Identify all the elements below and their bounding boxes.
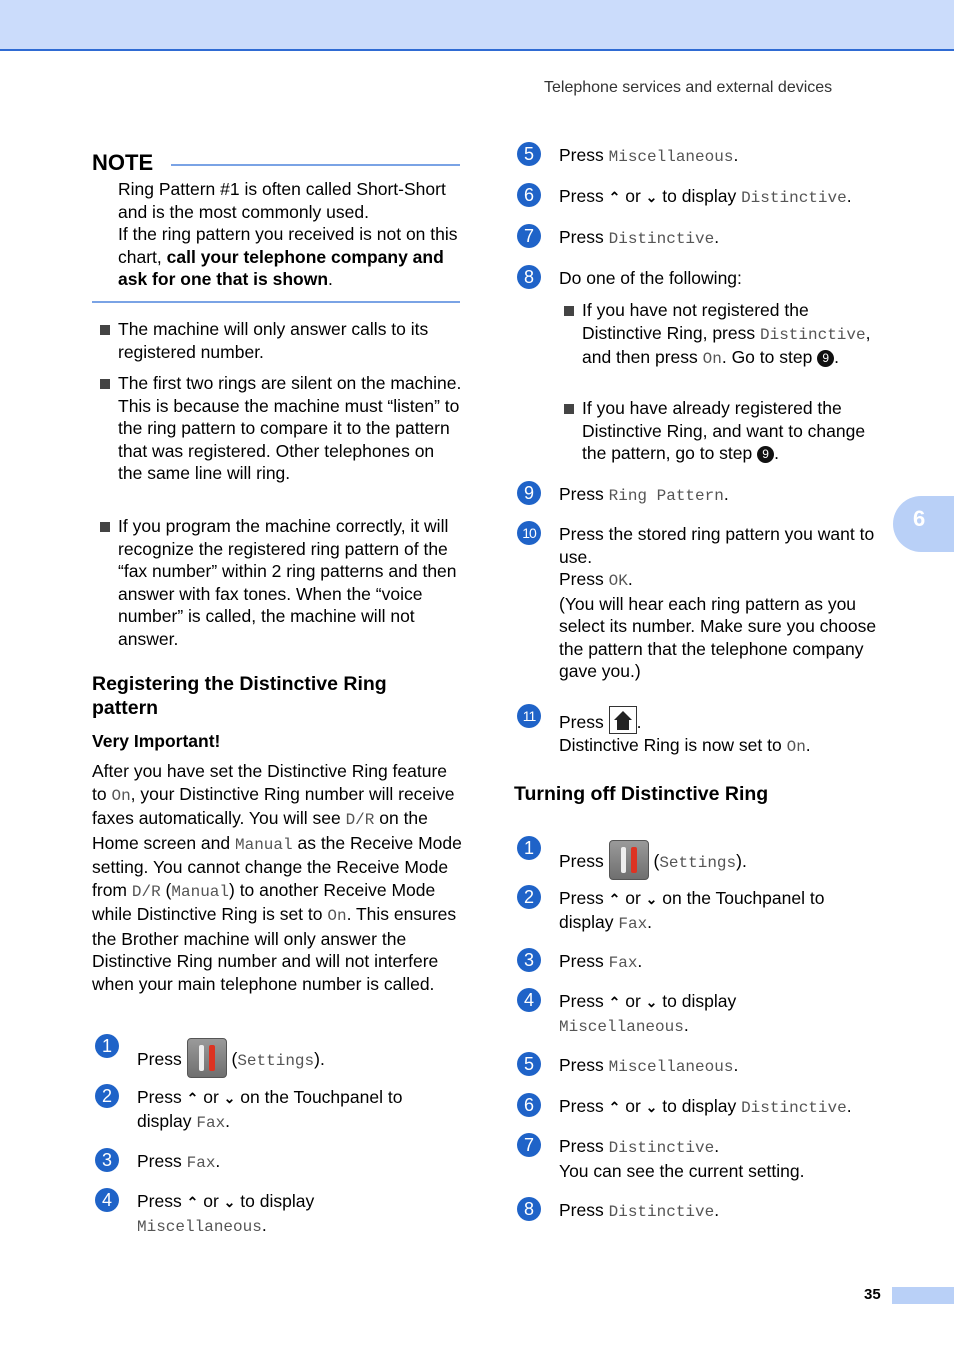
- lcd-text: On: [111, 786, 131, 805]
- text: Press the stored ring pattern you want to use.: [559, 524, 875, 567]
- text: Press: [559, 712, 604, 732]
- lcd-text: Distinctive: [759, 325, 866, 344]
- bullet-square-icon: [100, 522, 110, 532]
- bullet-square-icon: [100, 379, 110, 389]
- step-number: 3: [517, 948, 541, 972]
- text: or: [203, 1191, 219, 1211]
- text: Press: [559, 1096, 604, 1116]
- lcd-text: Distinctive: [608, 230, 715, 248]
- step-number: 2: [95, 1084, 119, 1108]
- turning-off-heading: [514, 782, 894, 806]
- chapter-number: 6: [913, 506, 926, 531]
- text: to display: [662, 991, 737, 1011]
- up-arrow-icon[interactable]: ⌃: [186, 1194, 199, 1210]
- lcd-text: Miscellaneous: [559, 1017, 684, 1036]
- step-number: 7: [517, 224, 541, 248]
- text: Press: [559, 1136, 604, 1156]
- page-number: 35: [864, 1286, 881, 1303]
- text: Press: [559, 227, 604, 247]
- lcd-text: Fax: [196, 1113, 226, 1132]
- settings-icon[interactable]: [187, 1038, 227, 1078]
- lcd-text: Miscellaneous: [608, 148, 734, 166]
- text: Press: [137, 1087, 182, 1107]
- page-band: [892, 1287, 954, 1304]
- lcd-text: D/R: [131, 882, 161, 901]
- text: on the Home screen and: [92, 808, 428, 853]
- registering-paragraph: [92, 760, 464, 995]
- text: Press: [559, 991, 604, 1011]
- lcd-text: OK: [608, 572, 628, 590]
- running-header: Telephone services and external devices: [544, 79, 833, 96]
- text: to display: [240, 1191, 315, 1211]
- text: You can see the current setting.: [559, 1160, 805, 1181]
- lcd-text: Miscellaneous: [137, 1217, 262, 1236]
- note-body: [118, 178, 463, 291]
- up-arrow-icon[interactable]: ⌃: [608, 891, 621, 907]
- down-arrow-icon[interactable]: ⌄: [645, 189, 658, 205]
- lcd-text: On: [327, 907, 347, 925]
- text: ) to another Receive Mode while Distinctive Ring is set to: [92, 879, 436, 924]
- step-number: 11: [517, 704, 541, 728]
- note-rule-bottom: [92, 301, 460, 303]
- up-arrow-icon[interactable]: ⌃: [186, 1090, 199, 1106]
- step-number: 3: [95, 1148, 119, 1172]
- text: , and then press: [582, 322, 871, 367]
- section-heading: Turning off Distinctive Ring: [514, 783, 769, 805]
- lcd-text: Manual: [171, 882, 229, 901]
- text: Distinctive Ring is now set to: [559, 735, 787, 755]
- text: Press: [559, 1200, 604, 1220]
- note-text: If the ring pattern you received is not on this chart,: [118, 224, 458, 267]
- bullet-square-icon: [564, 306, 574, 316]
- step-number: 6: [517, 183, 541, 207]
- text: display: [137, 1110, 192, 1131]
- text: to display: [662, 186, 737, 206]
- text: Press: [559, 1055, 604, 1075]
- step-text: Do one of the following:: [559, 268, 742, 288]
- lcd-text: Manual: [235, 835, 293, 854]
- lcd-text: D/R: [345, 811, 375, 829]
- text: to display: [662, 1096, 737, 1116]
- bullet-text: If you program the machine correctly, it will recognize the registered ring pattern of the “fax number” within 2 ring patterns and then answer with fax tones. When the “voice number” is called, the machine will not answer.: [118, 516, 457, 649]
- text: on the Touchpanel to: [240, 1087, 403, 1107]
- text: or: [625, 991, 641, 1011]
- lcd-text: Distinctive: [608, 1203, 715, 1221]
- step-9-ref-icon: 9: [757, 446, 774, 463]
- down-arrow-icon[interactable]: ⌄: [645, 891, 658, 907]
- step-number: 7: [517, 1133, 541, 1157]
- subheading: Very Important!: [92, 731, 221, 751]
- text: (: [160, 879, 172, 900]
- lcd-text: Miscellaneous: [608, 1058, 734, 1076]
- home-icon[interactable]: [609, 706, 637, 734]
- registering-heading: [92, 672, 452, 720]
- step-number: 10: [517, 521, 541, 545]
- lcd-text: On: [786, 738, 806, 756]
- step-number: 1: [95, 1034, 119, 1058]
- lcd-text: Distinctive: [741, 1099, 847, 1117]
- step-number: 6: [517, 1093, 541, 1117]
- up-arrow-icon[interactable]: ⌃: [608, 1099, 621, 1115]
- text: Press: [559, 145, 604, 165]
- bullet-text: The machine will only answer calls to its registered number.: [118, 319, 429, 362]
- text: or: [625, 888, 641, 908]
- lcd-text: Ring Pattern: [608, 487, 724, 505]
- note-title: NOTE: [92, 150, 154, 175]
- down-arrow-icon[interactable]: ⌄: [645, 1099, 658, 1115]
- text: or: [625, 1096, 641, 1116]
- very-important: [92, 730, 220, 753]
- text: Press: [559, 888, 604, 908]
- step-number: 8: [517, 265, 541, 289]
- text: Press: [137, 1049, 182, 1069]
- text: as the Receive Mode setting. You cannot change the Receive Mode from: [92, 832, 462, 900]
- lcd-text: Fax: [608, 954, 638, 972]
- step-number: 8: [517, 1197, 541, 1221]
- text: . This ensures the Brother machine will only answer the Distinctive Ring number and will not interfere when your main telephone number is called.: [92, 904, 457, 994]
- text: Press: [559, 851, 604, 871]
- bullet-text: The first two rings are silent on the machine. This is because the machine must “listen” to the ring pattern to compare it to the pattern that was registered. Other telephones on the same line will ring.: [118, 373, 462, 483]
- bullet-square-icon: [564, 404, 574, 414]
- note-rule-top: [171, 164, 460, 166]
- text: Press: [137, 1151, 182, 1171]
- text: Press: [559, 186, 604, 206]
- down-arrow-icon[interactable]: ⌄: [223, 1194, 236, 1210]
- lcd-text: Fax: [186, 1154, 216, 1172]
- text: or: [625, 186, 641, 206]
- text: Press: [137, 1191, 182, 1211]
- text: If you have already registered the Distinctive Ring, and want to change the pattern, go to step: [582, 398, 866, 463]
- step-number: 4: [517, 988, 541, 1012]
- text: If you have not registered the Distinctive Ring, press: [582, 300, 809, 343]
- step-number: 1: [517, 836, 541, 860]
- text: . Go to step: [721, 347, 818, 367]
- text: Press: [559, 569, 604, 589]
- text: display: [559, 911, 614, 932]
- up-arrow-icon[interactable]: ⌃: [608, 189, 621, 205]
- text: on the Touchpanel to: [662, 888, 825, 908]
- text: Press: [559, 484, 604, 504]
- lcd-text: Distinctive: [741, 189, 847, 207]
- settings-icon[interactable]: [609, 840, 649, 880]
- top-band: [0, 0, 954, 51]
- lcd-text: Fax: [618, 914, 648, 933]
- lcd-text: Distinctive: [608, 1139, 715, 1157]
- text: Press: [559, 951, 604, 971]
- chapter-tab: [893, 496, 954, 552]
- step-9-ref-icon: 9: [817, 350, 834, 367]
- step-number: 9: [517, 481, 541, 505]
- note-paragraph-1: Ring Pattern #1 is often called Short-Short and is the most commonly used.: [118, 179, 446, 222]
- text: (You will hear each ring pattern as you select its number. Make sure you choose the pattern that the telephone company gave you.): [559, 593, 877, 681]
- lcd-text: Settings: [659, 854, 737, 872]
- step-number: 2: [517, 885, 541, 909]
- note-paragraph-2: [118, 223, 463, 291]
- note-text: .: [328, 269, 333, 289]
- bullet-square-icon: [100, 325, 110, 335]
- step-number: 5: [517, 142, 541, 166]
- section-heading: Registering the Distinctive Ring pattern: [92, 673, 387, 719]
- text: or: [203, 1087, 219, 1107]
- up-arrow-icon[interactable]: ⌃: [608, 994, 621, 1010]
- down-arrow-icon[interactable]: ⌄: [223, 1090, 236, 1106]
- lcd-text: Settings: [237, 1052, 315, 1070]
- step-number: 4: [95, 1188, 119, 1212]
- text: , your Distinctive Ring number will receive faxes automatically. You will see: [92, 783, 455, 828]
- step-number: 5: [517, 1052, 541, 1076]
- text: After you have set the Distinctive Ring feature to: [92, 761, 448, 804]
- down-arrow-icon[interactable]: ⌄: [645, 994, 658, 1010]
- lcd-text: On: [702, 350, 722, 368]
- note-emphasis: call your telephone company and ask for one that is shown: [118, 246, 444, 289]
